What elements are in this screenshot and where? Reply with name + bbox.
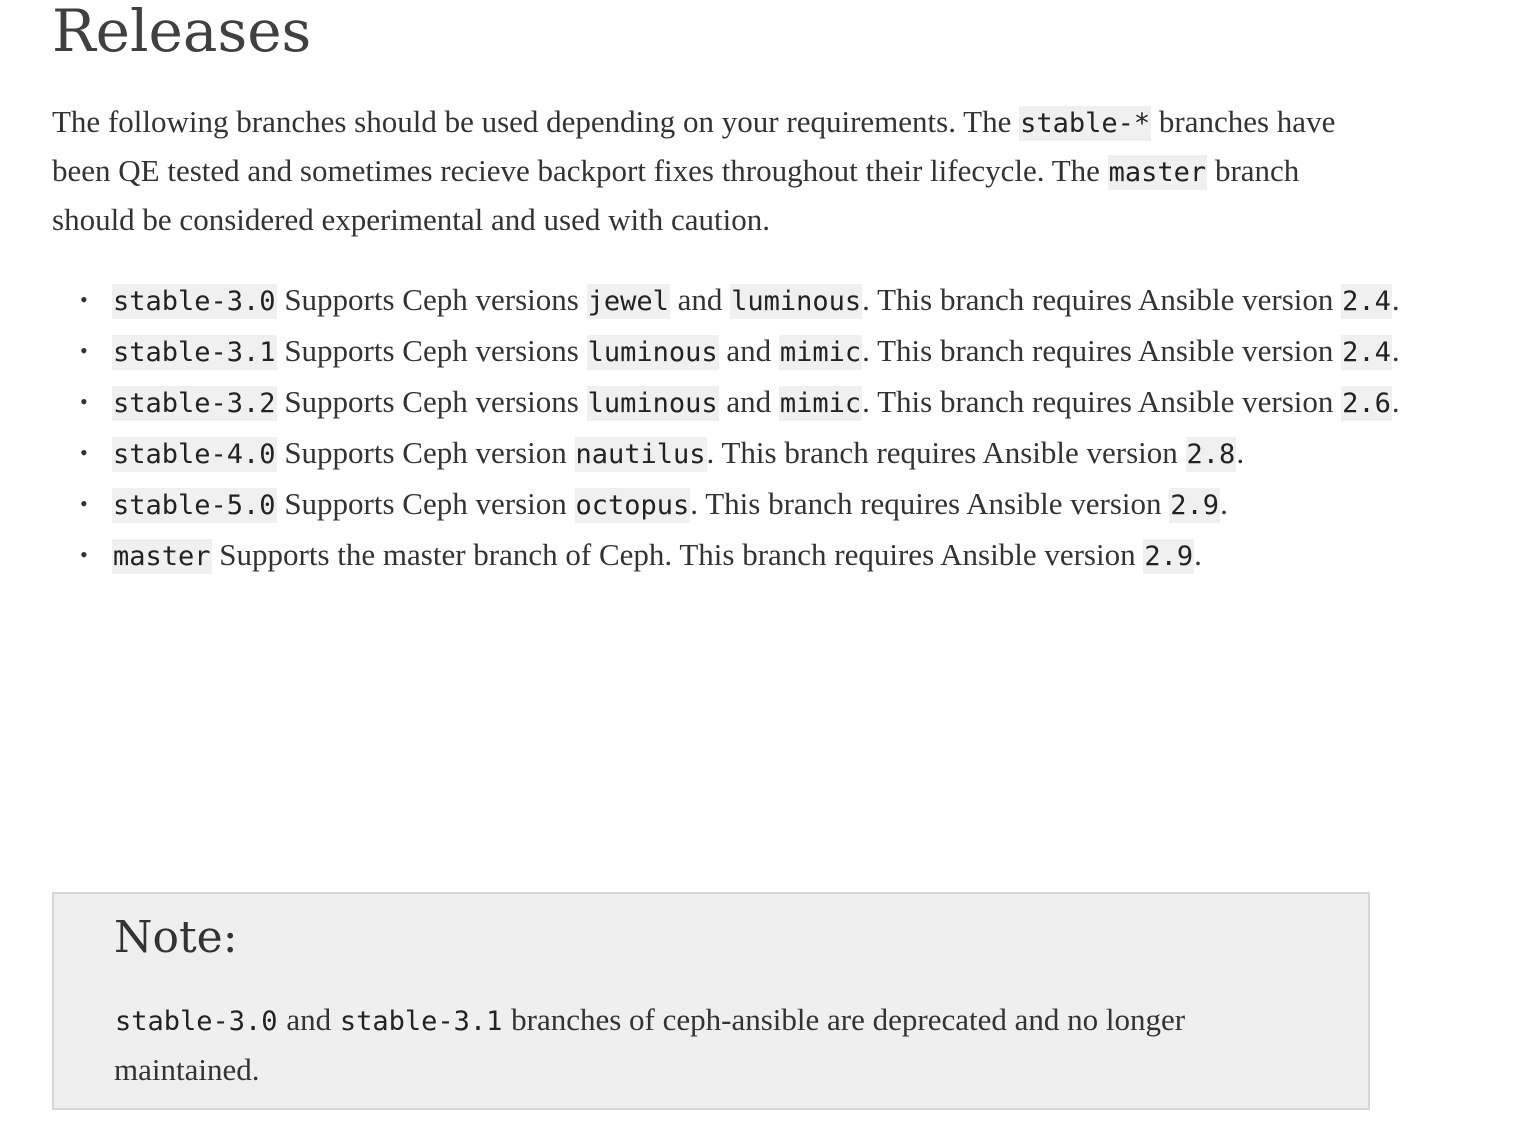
intro-text-3: branch should be considered experimental and used with caution. — [52, 153, 1300, 237]
release-text: Supports Ceph versions — [276, 282, 587, 317]
list-item-release — [80, 276, 1432, 325]
ceph-version: octopus — [575, 490, 690, 521]
ceph-version: mimic — [779, 337, 862, 368]
release-text: and — [718, 384, 779, 419]
release-text: . — [1391, 384, 1400, 419]
page-title: Releases — [52, 0, 312, 65]
note-code-stable-3-0: stable-3.0 — [115, 1006, 278, 1037]
release-branch: stable-3.2 — [113, 388, 276, 419]
release-text: . This branch requires Ansible version — [690, 486, 1170, 521]
release-text: . This branch requires Ansible version — [862, 384, 1342, 419]
ceph-version: jewel — [587, 286, 669, 317]
intro-text-2: branches have been QE tested and sometimes recieve backport fixes throughout their lifecycle. The — [52, 104, 1336, 188]
release-text: Supports the master branch of Ceph. This branch requires Ansible version — [211, 537, 1144, 572]
release-text: Supports Ceph version — [276, 486, 575, 521]
release-text: and — [669, 282, 731, 317]
release-text: . This branch requires Ansible version — [862, 282, 1342, 317]
release-text: . — [1391, 333, 1400, 368]
ansible-version: 2.6 — [1342, 388, 1391, 419]
intro-paragraph — [52, 98, 1372, 243]
list-item-release — [80, 327, 1432, 376]
ceph-version: luminous — [587, 388, 718, 419]
release-text: and — [718, 333, 779, 368]
list-item-release — [80, 531, 1432, 580]
release-text: Supports Ceph versions — [276, 384, 587, 419]
release-text: . — [1391, 282, 1400, 317]
bullet-icon: • — [80, 440, 88, 465]
note-text-1: and — [278, 1002, 339, 1037]
ansible-version: 2.4 — [1342, 286, 1391, 317]
intro-code-stable: stable-* — [1020, 108, 1151, 139]
ansible-version: 2.9 — [1144, 541, 1194, 572]
list-item-release — [80, 429, 1432, 478]
release-branch: stable-4.0 — [113, 439, 276, 470]
release-text: . This branch requires Ansible version — [862, 333, 1342, 368]
bullet-icon: • — [80, 542, 88, 567]
release-text: . — [1220, 486, 1228, 521]
ansible-version: 2.9 — [1170, 490, 1220, 521]
release-text: . This branch requires Ansible version — [706, 435, 1186, 470]
release-branch: master — [113, 541, 211, 572]
ansible-version: 2.4 — [1342, 337, 1391, 368]
release-branch: stable-5.0 — [113, 490, 276, 521]
release-branch: stable-3.1 — [113, 337, 276, 368]
release-text: . — [1236, 435, 1245, 470]
release-branch: stable-3.0 — [113, 286, 276, 317]
note-text-2: branches of ceph-ansible are deprecated and no longer maintained. — [114, 1002, 1186, 1087]
note-body — [114, 996, 1314, 1094]
ceph-version: nautilus — [575, 439, 706, 470]
intro-code-master: master — [1108, 157, 1207, 188]
release-list — [52, 276, 1432, 582]
list-item-release — [80, 378, 1432, 427]
intro-text-1: The following branches should be used depending on your requirements. The — [52, 104, 1020, 139]
bullet-icon: • — [80, 338, 88, 363]
ceph-version: mimic — [779, 388, 862, 419]
list-item-release — [80, 480, 1432, 529]
release-text: Supports Ceph versions — [276, 333, 587, 368]
ceph-version: luminous — [731, 286, 862, 317]
note-code-stable-3-1: stable-3.1 — [339, 1006, 503, 1037]
bullet-icon: • — [80, 287, 88, 312]
note-title: Note: — [114, 912, 238, 963]
release-text: Supports Ceph version — [276, 435, 575, 470]
ceph-version: luminous — [587, 337, 718, 368]
bullet-icon: • — [80, 389, 88, 414]
ansible-version: 2.8 — [1186, 439, 1236, 470]
release-text: . — [1194, 537, 1202, 572]
bullet-icon: • — [80, 491, 88, 516]
note-box — [52, 892, 1370, 1110]
